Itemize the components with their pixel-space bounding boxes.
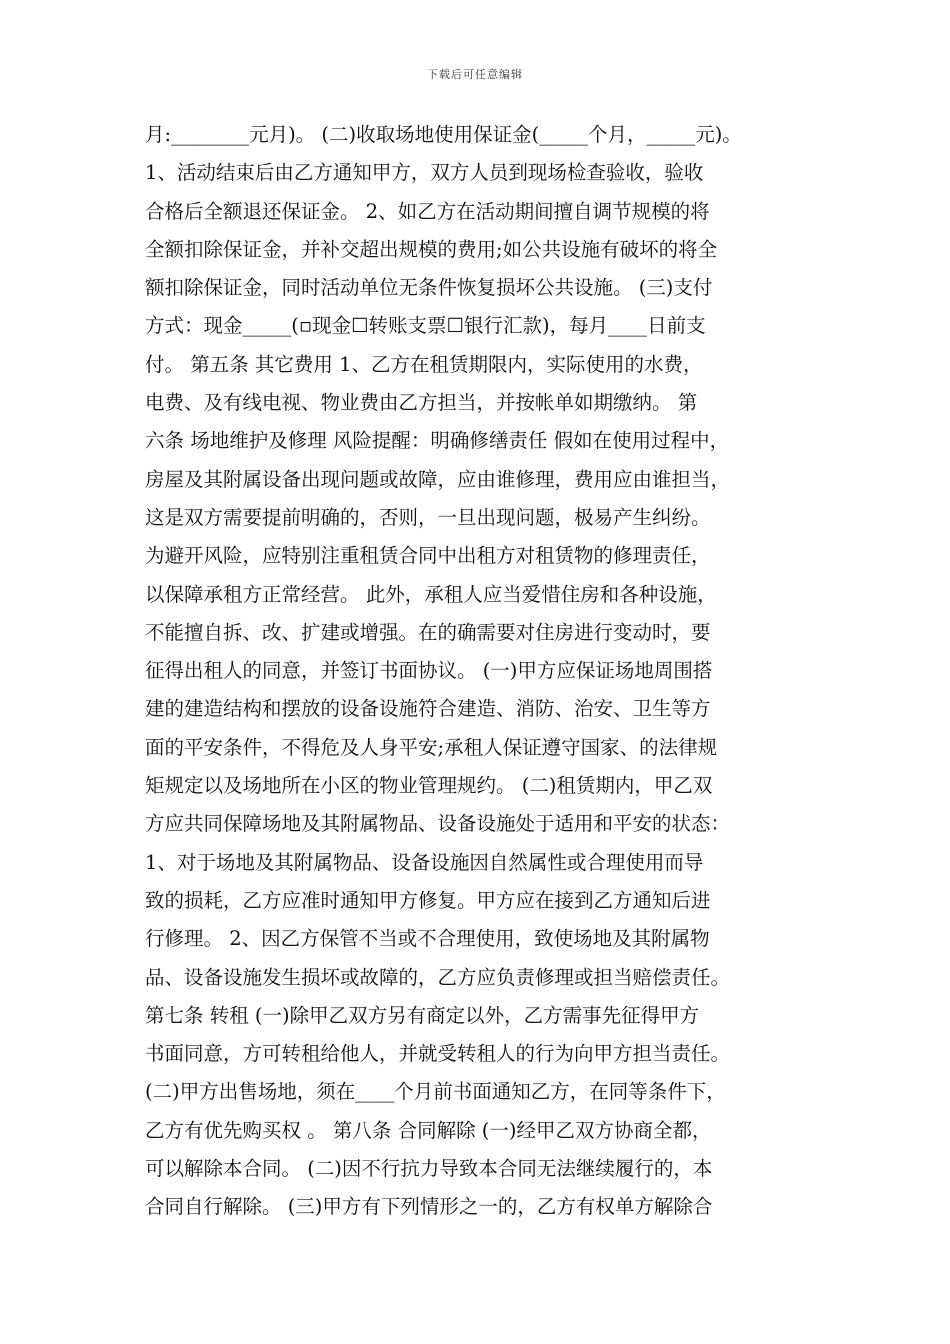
text-line: 房屋及其附属设备出现问题或故障，应由谁修理，费用应由谁担当， [145, 467, 731, 491]
text-line: 建的建造结构和摆放的设备设施符合建造、消防、治安、卫生等方 [145, 697, 711, 721]
text-line: 第七条 转租 (一)除甲乙双方另有商定以外，乙方需事先征得甲方 [145, 1003, 700, 1027]
text-line: 电费、及有线电视、物业费由乙方担当，并按帐单如期缴纳。 第 [145, 391, 698, 415]
text-line: 月:________元月)。 (二)收取场地使用保证金(_____个月，_____元)。 [145, 123, 742, 146]
text-line: 征得出租人的同意，并签订书面协议。 (一)甲方应保证场地周围搭 [145, 659, 713, 683]
text-line: 全额扣除保证金，并补交超出规模的费用;如公共设施有破坏的将全 [145, 237, 718, 261]
text-line: 为避开风险，应特别注重租赁合同中出租方对租赁物的修理责任， [145, 544, 711, 568]
text-line: 书面同意，方可转租给他人，并就受转租人的行为向甲方担当责任。 [145, 1042, 731, 1066]
text-line: 不能擅自拆、改、扩建或增强。在的确需要对住房进行变动时，要 [145, 620, 711, 644]
text-line: 方式：现金_____(▫现金☐转账支票☐银行汇款)，每月____日前支 [145, 314, 706, 338]
text-line: 面的平安条件，不得危及人身平安;承租人保证遵守国家、的法律规 [145, 735, 718, 759]
text-line: 矩规定以及场地所在小区的物业管理规约。 (二)租赁期内，甲乙双 [145, 774, 713, 798]
text-line: (二)甲方出售场地，须在____个月前书面通知乙方，在同等条件下， [145, 1080, 726, 1104]
text-line: 可以解除本合同。 (二)因不行抗力导致本合同无法继续履行的，本 [145, 1157, 713, 1181]
text-line: 方应共同保障场地及其附属物品、设备设施处于适用和平安的状态： [145, 812, 731, 836]
text-line: 合格后全额退还保证金。 2、如乙方在活动期间擅自调节规模的将 [145, 199, 710, 223]
text-line: 以保障承租方正常经营。 此外，承租人应当爱惜住房和各种设施， [145, 582, 717, 606]
text-line: 品、设备设施发生损坏或故障的，乙方应负责修理或担当赔偿责任。 [145, 965, 731, 989]
page-header: 下载后可任意编辑 [427, 68, 523, 81]
text-line: 合同自行解除。 (三)甲方有下列情形之一的，乙方有权单方解除合 [145, 1195, 713, 1219]
text-line: 行修理。 2、因乙方保管不当或不合理使用，致使场地及其附属物 [145, 927, 710, 951]
text-line: 1、活动结束后由乙方通知甲方，双方人员到现场检查验收，验收 [145, 161, 704, 185]
text-line: 乙方有优先购买权 。 第八条 合同解除 (一)经甲乙双方协商全都， [145, 1118, 712, 1142]
text-line: 这是双方需要提前明确的，否则，一旦出现问题，极易产生纠纷。 [145, 505, 711, 529]
text-line: 六条 场地维护及修理 风险提醒：明确修缮责任 假如在使用过程中， [145, 429, 730, 453]
text-line: 付。 第五条 其它费用 1、乙方在租赁期限内，实际使用的水费， [145, 352, 703, 376]
text-line: 1、对于场地及其附属物品、设备设施因自然属性或合理使用而导 [145, 850, 704, 874]
text-line: 额扣除保证金，同时活动单位无条件恢复损坏公共设施。 (三)支付 [145, 276, 713, 300]
document-body [145, 116, 825, 1227]
text-line: 致的损耗，乙方应准时通知甲方修复。甲方应在接到乙方通知后进 [145, 888, 711, 912]
